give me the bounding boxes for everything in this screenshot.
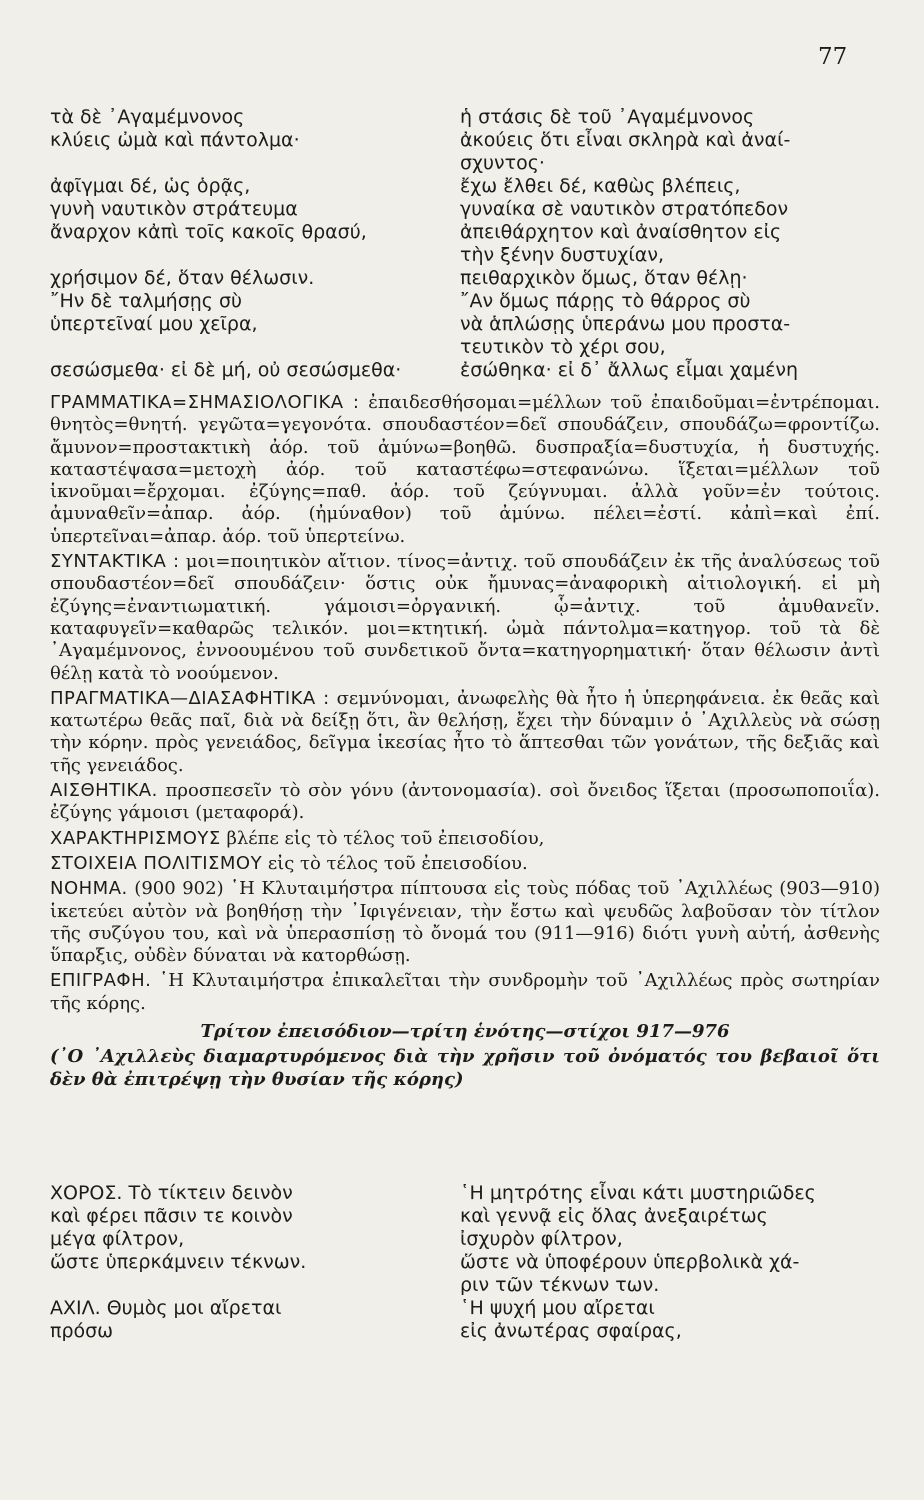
chorus-verse-block [50,1182,880,1343]
note-heading: ΠΡΑΓΜΑΤΙΚΑ—ΔΙΑΣΑΦΗΤΙΚΑ : [50,687,330,709]
section-heading: Τρίτον ἐπεισόδιον—τρίτη ἑνότης—στίχοι 917—976 [200,1021,730,1043]
section-subheading: (᾽Ο ᾽Αχιλλεὺς διαμαρτυρόμενος διὰ τὴν χρῆσιν τοῦ ὀνόματός του βεβαιοῖ ὅτι δὲν θὰ ἐπιτρέψῃ τὴν θυσίαν τῆς κόρης) [50,1046,880,1090]
note-text: μοι=ποιητικὸν αἴτιον. τίνος=ἀντιχ. τοῦ σπουδάζειν ἐκ τῆς ἀναλύσεως τοῦ σπουδαστέον=δεῖ σπουδάζειν· ὅστις οὐκ ἤμυνας=ἀναφορικὴ αἰτιολογική. εἰ μὴ ἐζύγης=ἐναντιωματική. γάμοισι=ὀργανική. ᾧ=ἀντιχ. τοῦ ἀμυθανεῖν. καταφυγεῖν=καθαρῶς τελικόν. μοι=κτητική. ὠμὰ πάντολμα=κατηγορ. τοῦ τὰ δὲ ᾽Αγαμέμνονος, ἐννοουμένου τοῦ συνδετικοῦ ὄντα=κατηγορηματική· ὅταν θέλωσιν ἀντὶ θέλῃ κατὰ τὸ νοούμενον. [50,551,880,684]
verse-line: χρήσιμον δέ, ὅταν θέλωσιν. [50,267,315,289]
note-heading: ΣΥΝΤΑΚΤΙΚΑ : [50,551,180,573]
verse-translation-block [50,106,880,382]
note-heading: ΑΙΣΘΗΤΙΚΑ. [50,780,158,802]
original-text-column [50,106,450,382]
translation-line: ῾Η μητρότης εἶναι κάτι μυστηριῶδες [460,1182,816,1204]
translation-line: ἐσώθηκα· εἰ δ᾽ ἄλλως εἶμαι χαμένη [460,359,799,381]
translation-column [460,1182,880,1343]
translation-line: ἔχω ἔλθει δέ, καθὼς βλέπεις, [460,175,741,197]
note-heading: ΣΤΟΙΧΕΙΑ ΠΟΛΙΤΙΣΜΟΥ [50,852,263,874]
verse-spacer [50,336,450,359]
note-text: εἰς τὸ τέλος τοῦ ἐπεισοδίου. [267,852,528,874]
note-text: (900 902) ῾Η Κλυταιμήστρα πίπτουσα εἰς τοὺς πόδας τοῦ ᾽Αχιλλέως (903—910) ἱκετεύει αὐτὸν νὰ βοηθήσῃ τὴν ᾽Ιφιγένειαν, τὴν ἔστω καὶ ψευδῶς λαβοῦσαν τὸν τίτλον τῆς συζύγου του, καὶ νὰ ὑπερασπίσῃ τὸ ὄνομά του (911—916) διότι γυνὴ αὐτή, ἀσθενὴς ὕπαρξις, οὐδὲν δύναται νὰ κατορθώσῃ. [50,878,880,967]
note-pragmatics [50,688,880,777]
verse-line: ὑπερτεῖναί μου χεῖρα, [50,313,258,335]
translation-line: ἰσχυρὸν φίλτρον, [460,1228,623,1250]
verse-line: ΧΟΡΟΣ. Τὸ τίκτειν δεινὸν [50,1182,293,1204]
page-number: 77 [818,44,848,70]
note-heading: ΧΑΡΑΚΤΗΡΙΣΜΟΥΣ [50,827,221,849]
verse-line: τὰ δὲ ᾽Αγαμέμνονος [50,106,245,128]
verse-line: καὶ φέρει πᾶσιν τε κοινὸν [50,1205,293,1227]
verse-spacer [50,244,450,267]
note-characterizations [50,828,880,850]
note-text: ἐπαιδεσθήσομαι=μέλλων τοῦ ἐπαιδοῦμαι=ἐντρέπομαι. θνητὸς=θνητή. γεγῶτα=γεγονότα. σπουδαστέον=δεῖ σπουδάζειν, σπουδάζω=φροντίζω. ἄμυνον=προστακτικὴ ἀόρ. τοῦ ἀμύνω=βοηθῶ. δυσπραξία=δυστυχία, ἡ δυστυχής. καταστέψασα=μετοχὴ ἀόρ. τοῦ καταστέφω=στεφανώνω. ἵξεται=μέλλων τοῦ ἱκνοῦμαι=ἔρχομαι. ἐζύγης=παθ. ἀόρ. τοῦ ζεύγνυμαι. ἀλλὰ γοῦν=ἐν τούτοις. ἀμυναθεῖν=ἀπαρ. ἀόρ. (ἠμύναθον) τοῦ ἀμύνω. πέλει=ἐστί. κἀπὶ=καὶ ἐπί. ὑπερτεῖναι=ἀπαρ. ἀόρ. τοῦ ὑπερτείνω. [50,392,880,547]
translation-line: τευτικὸν τὸ χέρι σου, [460,336,666,358]
verse-line: ΑΧΙΛ. Θυμὸς μοι αἴρεται [50,1297,282,1319]
verse-line: κλύεις ὠμὰ καὶ πάντολμα· [50,129,300,151]
note-text: προσπεσεῖν τὸ σὸν γόνυ (ἀντονομασία). σοὶ ὄνειδος ἵξεται (προσωποποιΐα). ἐζύγης γάμοισι (μεταφορά). [50,780,880,824]
note-text: βλέπε εἰς τὸ τέλος τοῦ ἐπεισοδίου, [226,827,545,849]
note-heading: ΓΡΑΜΜΑΤΙΚΑ=ΣΗΜΑΣΙΟΛΟΓΙΚΑ : [50,392,360,413]
translation-line: ὥστε νὰ ὑποφέρουν ὑπερβολικὰ χά- [460,1251,800,1273]
verse-spacer [50,152,450,175]
commentary-notes [50,392,880,1094]
verse-line: σεσώσμεθα· εἰ δὲ μή, οὐ σεσώσμεθα· [50,359,402,381]
original-text-column [50,1182,450,1343]
note-title [50,970,880,1015]
translation-line: νὰ ἁπλώσῃς ὑπεράνω μου προστα- [460,313,791,335]
translation-line: καὶ γεννᾷ εἰς ὅλας ἀνεξαιρέτως [460,1205,768,1227]
translation-line: εἰς ἀνωτέρας σφαίρας, [460,1320,682,1342]
note-text: σεμνύνομαι, ἀνωφελὴς θὰ ἦτο ἡ ὑπερηφάνεια. ἐκ θεᾶς καὶ κατωτέρω θεᾶς παῖ, διὰ νὰ δείξῃ ὅτι, ἂν θελήσῃ, ἔχει τὴν δύναμιν ὁ ᾽Αχιλλεὺς νὰ σώσῃ τὴν κόρην. πρὸς γενειάδος, δεῖγμα ἱκεσίας ἦτο τὸ ἅπτεσθαι τῶν γονάτων, τῆς δεξιᾶς καὶ τῆς γενειάδος. [50,687,880,776]
note-heading: ΕΠΙΓΡΑΦΗ. [50,970,152,992]
note-meaning [50,878,880,967]
note-culture [50,853,880,875]
note-text: ῾Η Κλυταιμήστρα ἐπικαλεῖται τὴν συνδρομὴν τοῦ ᾽Αχιλλέως πρὸς σωτηρίαν τῆς κόρης. [50,970,880,1014]
translation-column [460,106,880,382]
translation-line: ῎Αν ὅμως πάρῃς τὸ θάρρος σὺ [460,290,751,312]
verse-spacer [50,1274,450,1297]
note-aesthetics [50,780,880,825]
translation-line: ῾Η ψυχή μου αἴρεται [460,1297,655,1319]
verse-line: γυνὴ ναυτικὸν στράτευμα [50,198,298,220]
verse-line: ῎Ην δὲ ταλμήσῃς σὺ [50,290,243,312]
verse-line: ἄναρχον κἀπὶ τοῖς κακοῖς θρασύ, [50,221,367,243]
verse-line: ἀφῖγμαι δέ, ὡς ὁρᾷς, [50,175,251,197]
translation-line: σχυντος· [460,152,545,174]
note-grammar [50,392,880,548]
translation-line: ἀπειθάρχητον καὶ ἀναίσθητον εἰς [460,221,782,243]
verse-line: ὥστε ὑπερκάμνειν τέκνων. [50,1251,307,1273]
note-heading: ΝΟΗΜΑ. [50,878,128,900]
translation-line: πειθαρχικὸν ὅμως, ὅταν θέλῃ· [460,267,748,289]
verse-line: πρόσω [50,1320,114,1342]
translation-line: ἡ στάσις δὲ τοῦ ᾽Αγαμέμνονος [460,106,755,128]
translation-line: τὴν ξένην δυστυχίαν, [460,244,664,266]
note-syntax [50,551,880,685]
translation-line: ριν τῶν τέκνων των. [460,1274,660,1296]
translation-line: γυναίκα σὲ ναυτικὸν στρατόπεδον [460,198,789,220]
verse-line: μέγα φίλτρον, [50,1228,185,1250]
translation-line: ἀκούεις ὅτι εἶναι σκληρὰ καὶ ἀναί- [460,129,791,151]
